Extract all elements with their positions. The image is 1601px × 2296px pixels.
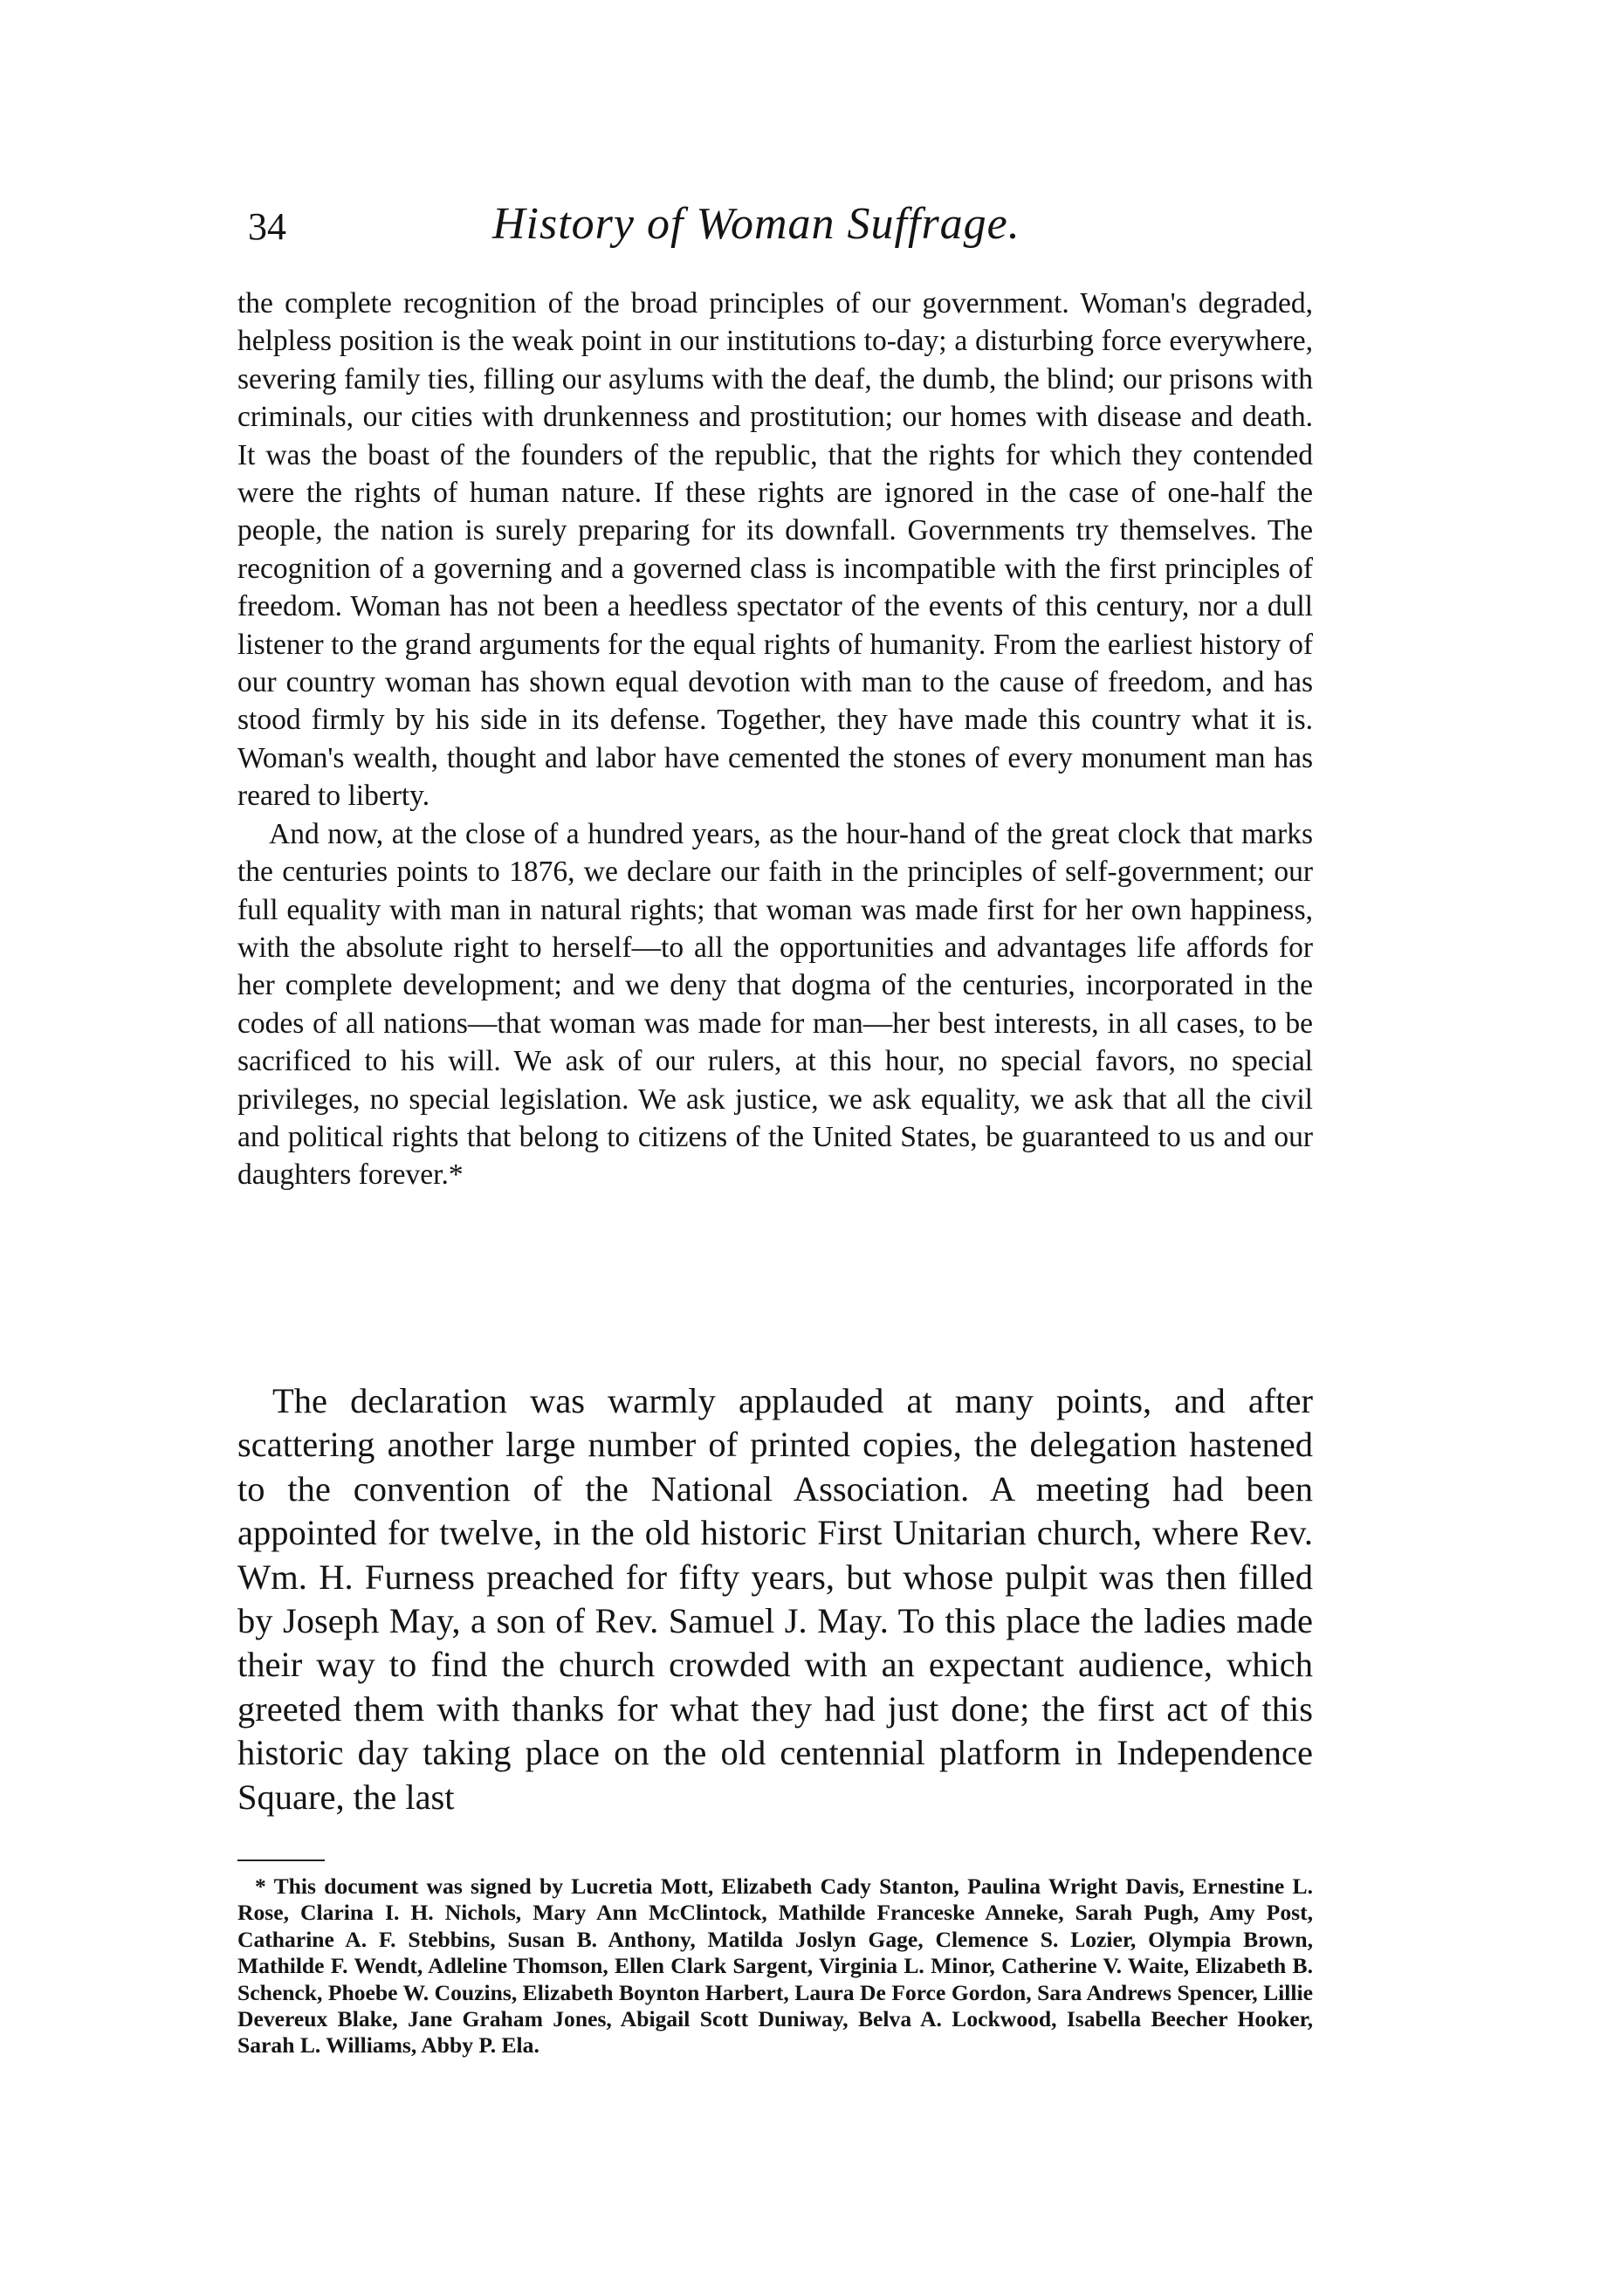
declaration-paragraph: the complete recognition of the broad principles of our government. Woman's degraded, helpless position is the weak point in our institutions to-day; a disturbing force everywhere, severing family ties, filling our asylums with the deaf, the dumb, the blind; our prisons with criminals, our cities with drunkenness and prostitution; our homes with disease and death. It was the boast of the founders of the republic, that the rights for which they contended were the rights of human nature. If these rights are ignored in the case of one-half the people, the nation is surely preparing for its downfall. Governments try themselves. The recognition of a governing and a governed class is incompatible with the first principles of freedom. Woman has not been a heedless spectator of the events of this century, nor a dull listener to the grand arguments for the equal rights of humanity. From the earliest history of our country woman has shown equal devotion with man to the cause of freedom, and has stood firmly by his side in its defense. Together, they have made this country what it is. Woman's wealth, thought and labor have cemented the stones of every monument man has reared to liberty. (237, 287, 1313, 813)
footnote-divider (237, 1859, 325, 1861)
declaration-paragraph: And now, at the close of a hundred years, as the hour-hand of the great clock that marks the centuries points to 1876, we declare our faith in the principles of self-government; our full equality with man in natural rights; that woman was made first for her own happiness, with the absolute right to herself—to all the opportunities and advantages life affords for her complete development; and we deny that dogma of the centuries, incorporated in the codes of all nations—that woman was made for man—her best interests, in all cases, to be sacrificed to his will. We ask of our rulers, at this hour, no special favors, no special privileges, no special legislation. We ask justice, we ask equality, we ask that all the civil and political rights that belong to citizens of the United States, be guaranteed to us and our daughters forever.* (237, 817, 1313, 1192)
footnote: * This document was signed by Lucretia Mott, Elizabeth Cady Stanton, Paulina Wright Davis, Ernestine L. Rose, Clarina I. H. Nichols, Mary Ann McClintock, Mathilde Franceske Anneke, Sarah Pugh, Amy Post, Catharine A. F. Stebbins, Susan B. Anthony, Matilda Joslyn Gage, Clemence S. Lozier, Olympia Brown, Mathilde F. Wendt, Adleline Thomson, Ellen Clark Sargent, Virginia L. Minor, Catherine V. Waite, Elizabeth B. Schenck, Phoebe W. Couzins, Elizabeth Boynton Harbert, Laura De Force Gordon, Sara Andrews Spencer, Lillie Devereux Blake, Jane Graham Jones, Abigail Scott Duniway, Belva A. Lockwood, Isabella Beecher Hooker, Sarah L. Williams, Abby P. Ela. (237, 1873, 1313, 2059)
declaration-text (237, 285, 1313, 1194)
body-paragraph: The declaration was warmly applauded at many points, and after scattering another large number of printed copies, the delegation hastened to the convention of the National Association. A meeting had been appointed for twelve, in the old historic First Unitarian church, where Rev. Wm. H. Furness preached for fifty years, but whose pulpit was then filled by Joseph May, a son of Rev. Samuel J. May. To this place the ladies made their way to find the church crowded with an expectant audience, which greeted them with thanks for what they had just done; the first act of this historic day taking place on the old centennial platform in Independence Square, the last (237, 1381, 1313, 1817)
page-number: 34 (248, 205, 286, 248)
running-title: History of Woman Suffrage. (492, 199, 1020, 249)
body-text (237, 1379, 1313, 1819)
page-header (237, 194, 1313, 255)
